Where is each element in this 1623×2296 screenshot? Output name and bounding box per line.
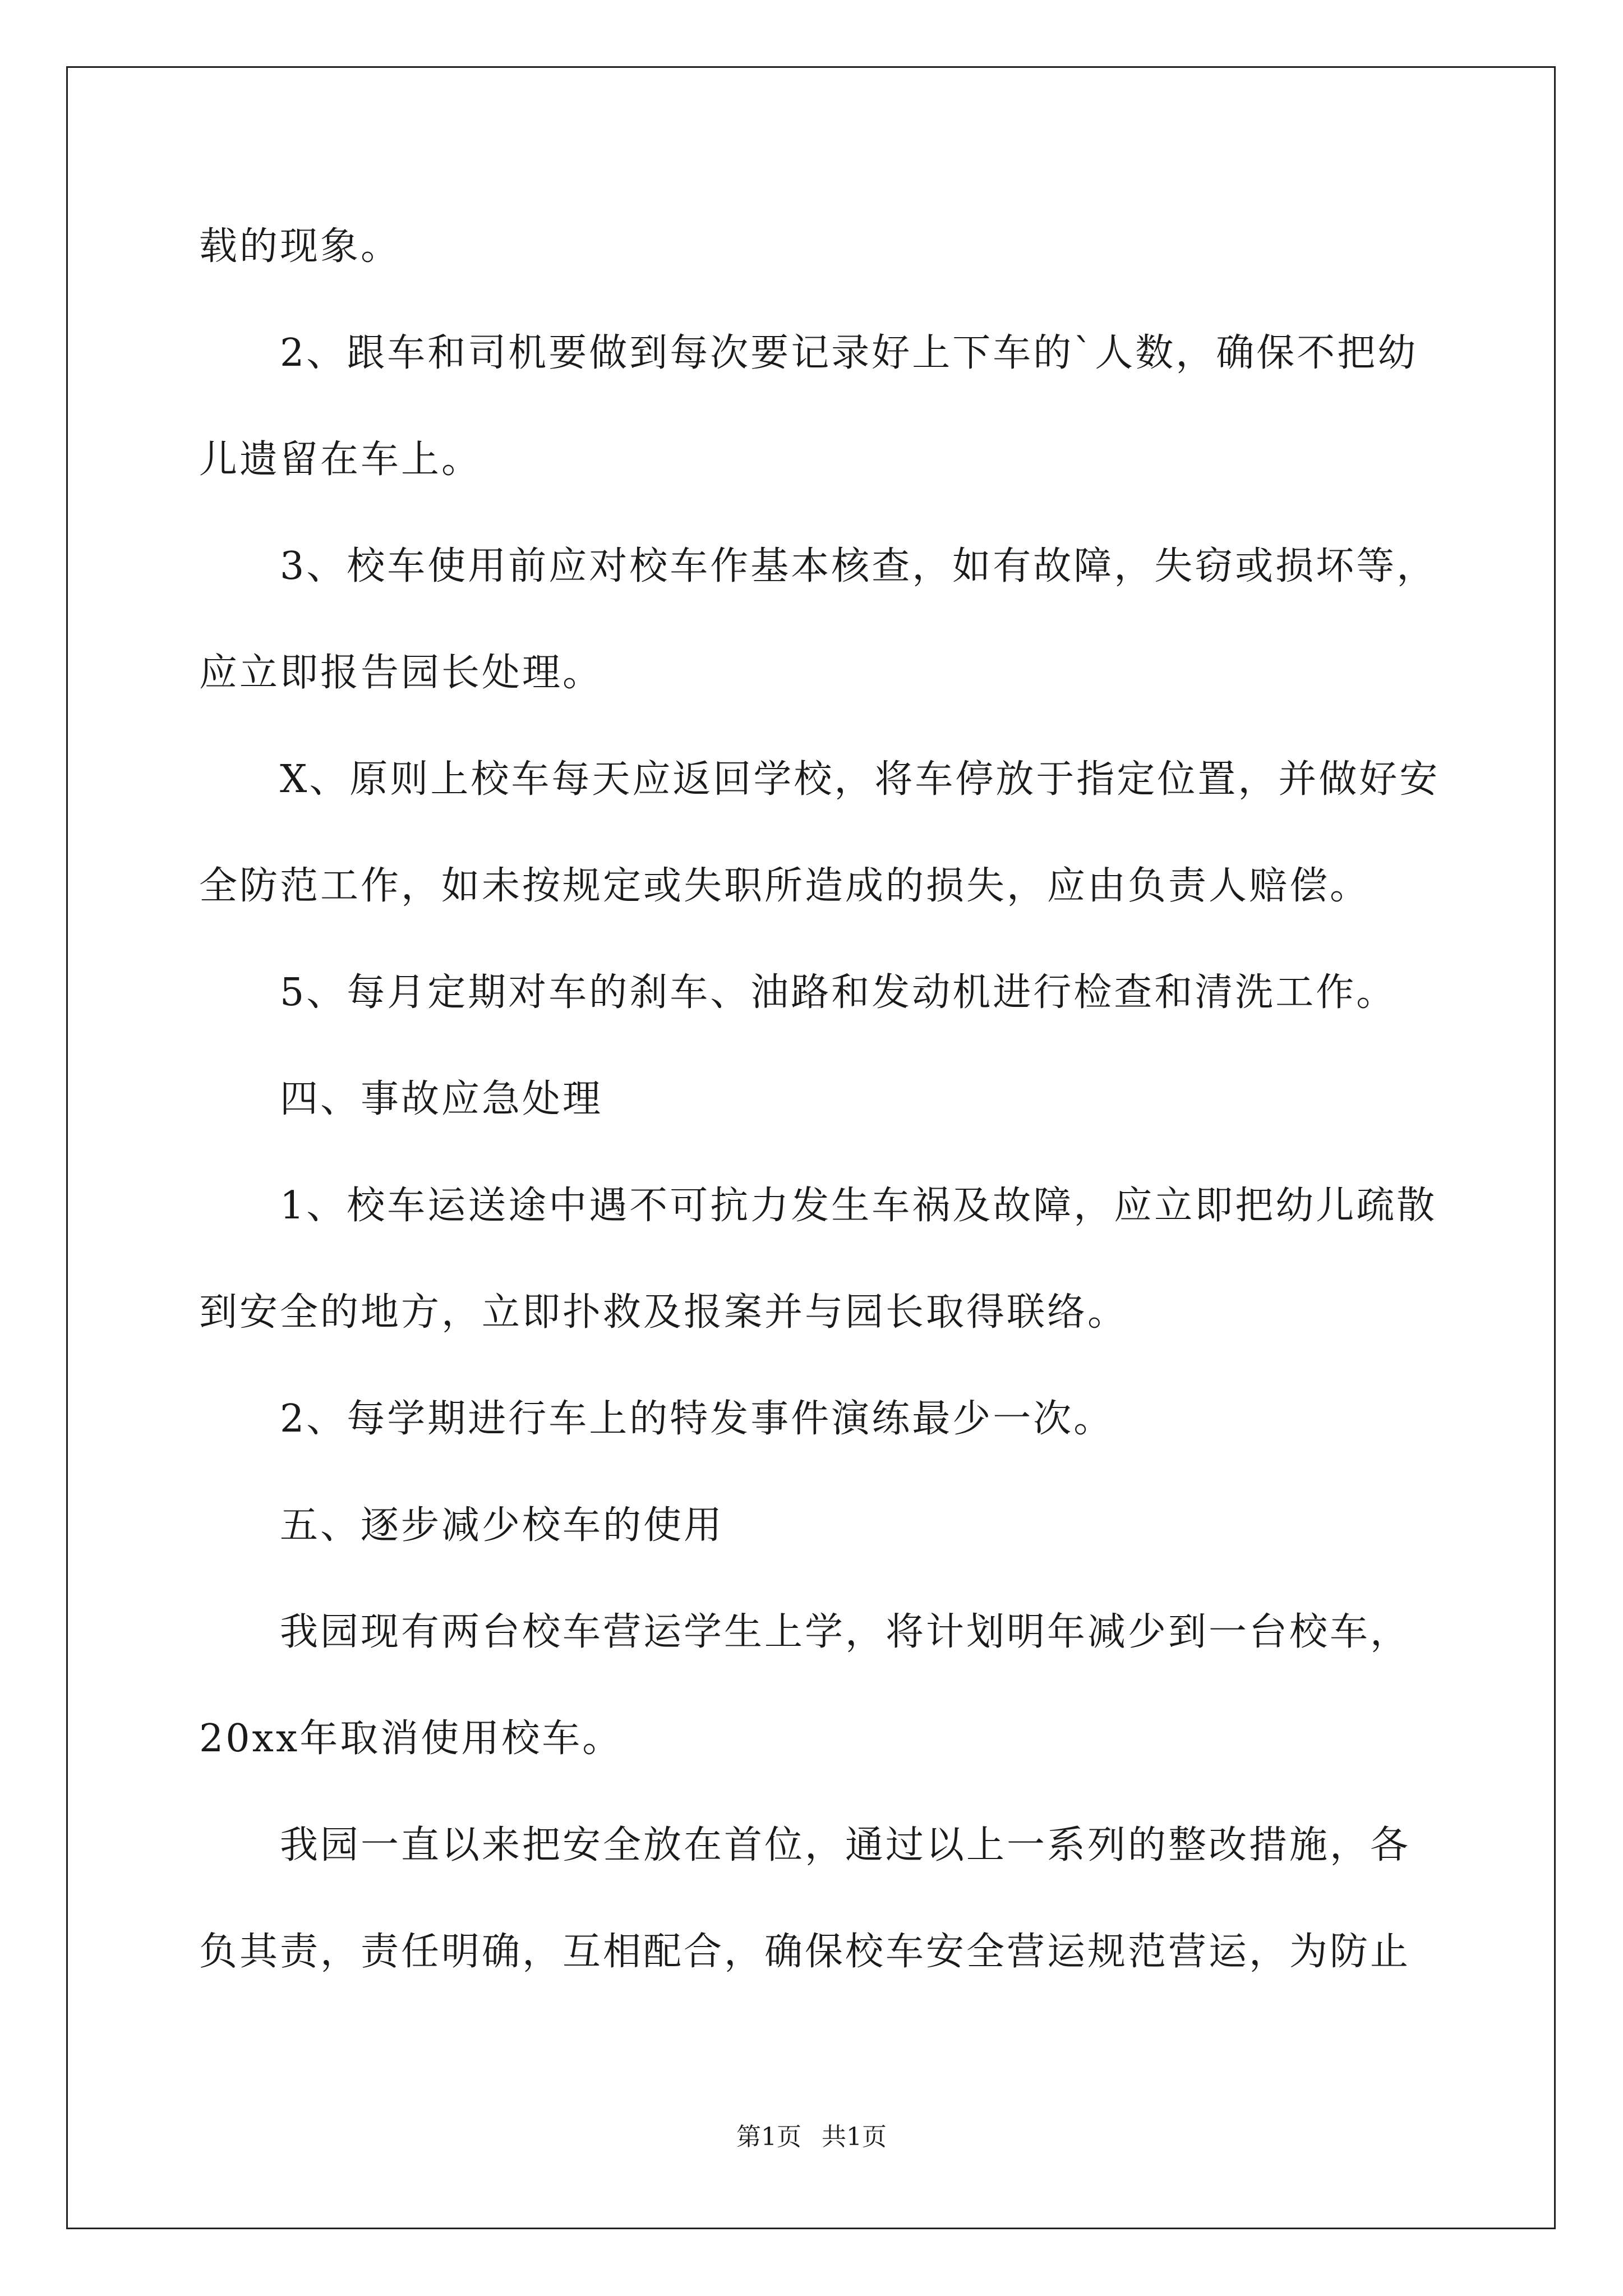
page-number-current: 第1页	[736, 2123, 801, 2151]
text-line: 到安全的地方，立即扑救及报案并与园长取得联络。	[199, 1290, 1128, 1335]
text-line: 2、每学期进行车上的特发事件演练最少一次。	[199, 1397, 1114, 1441]
section-heading: 四、事故应急处理	[199, 1077, 603, 1121]
text-line: 全防范工作，如未按规定或失职所造成的损失，应由负责人赔偿。	[199, 864, 1371, 908]
text-line: 1、校车运送途中遇不可抗力发生车祸及故障，应立即把幼儿疏散	[199, 1184, 1437, 1228]
text-line: 5、每月定期对车的刹车、油路和发动机进行检查和清洗工作。	[199, 970, 1397, 1015]
section-heading: 五、逐步减少校车的使用	[199, 1503, 725, 1548]
text-line: 3、校车使用前应对校车作基本核查，如有故障，失窃或损坏等，	[199, 544, 1437, 588]
page-footer	[0, 2122, 1623, 2153]
text-line: 2、跟车和司机要做到每次要记录好上下车的`人数，确保不把幼	[199, 331, 1418, 375]
page-border	[66, 66, 1556, 2229]
text-line: 儿遗留在车上。	[199, 438, 482, 482]
text-line: 应立即报告园长处理。	[199, 651, 603, 695]
text-line: X、原则上校车每天应返回学校，将车停放于指定位置，并做好安	[199, 757, 1440, 802]
text-line: 负其责，责任明确，互相配合，确保校车安全营运规范营运，为防止	[199, 1930, 1411, 1974]
text-line: 我园现有两台校车营运学生上学，将计划明年减少到一台校车，	[199, 1610, 1411, 1654]
text-line: 载的现象。	[199, 224, 402, 269]
text-line: 我园一直以来把安全放在首位，通过以上一系列的整改措施，各	[199, 1823, 1411, 1867]
text-line: 20xx年取消使用校车。	[199, 1717, 623, 1761]
page-number-total: 共1页	[822, 2123, 887, 2151]
